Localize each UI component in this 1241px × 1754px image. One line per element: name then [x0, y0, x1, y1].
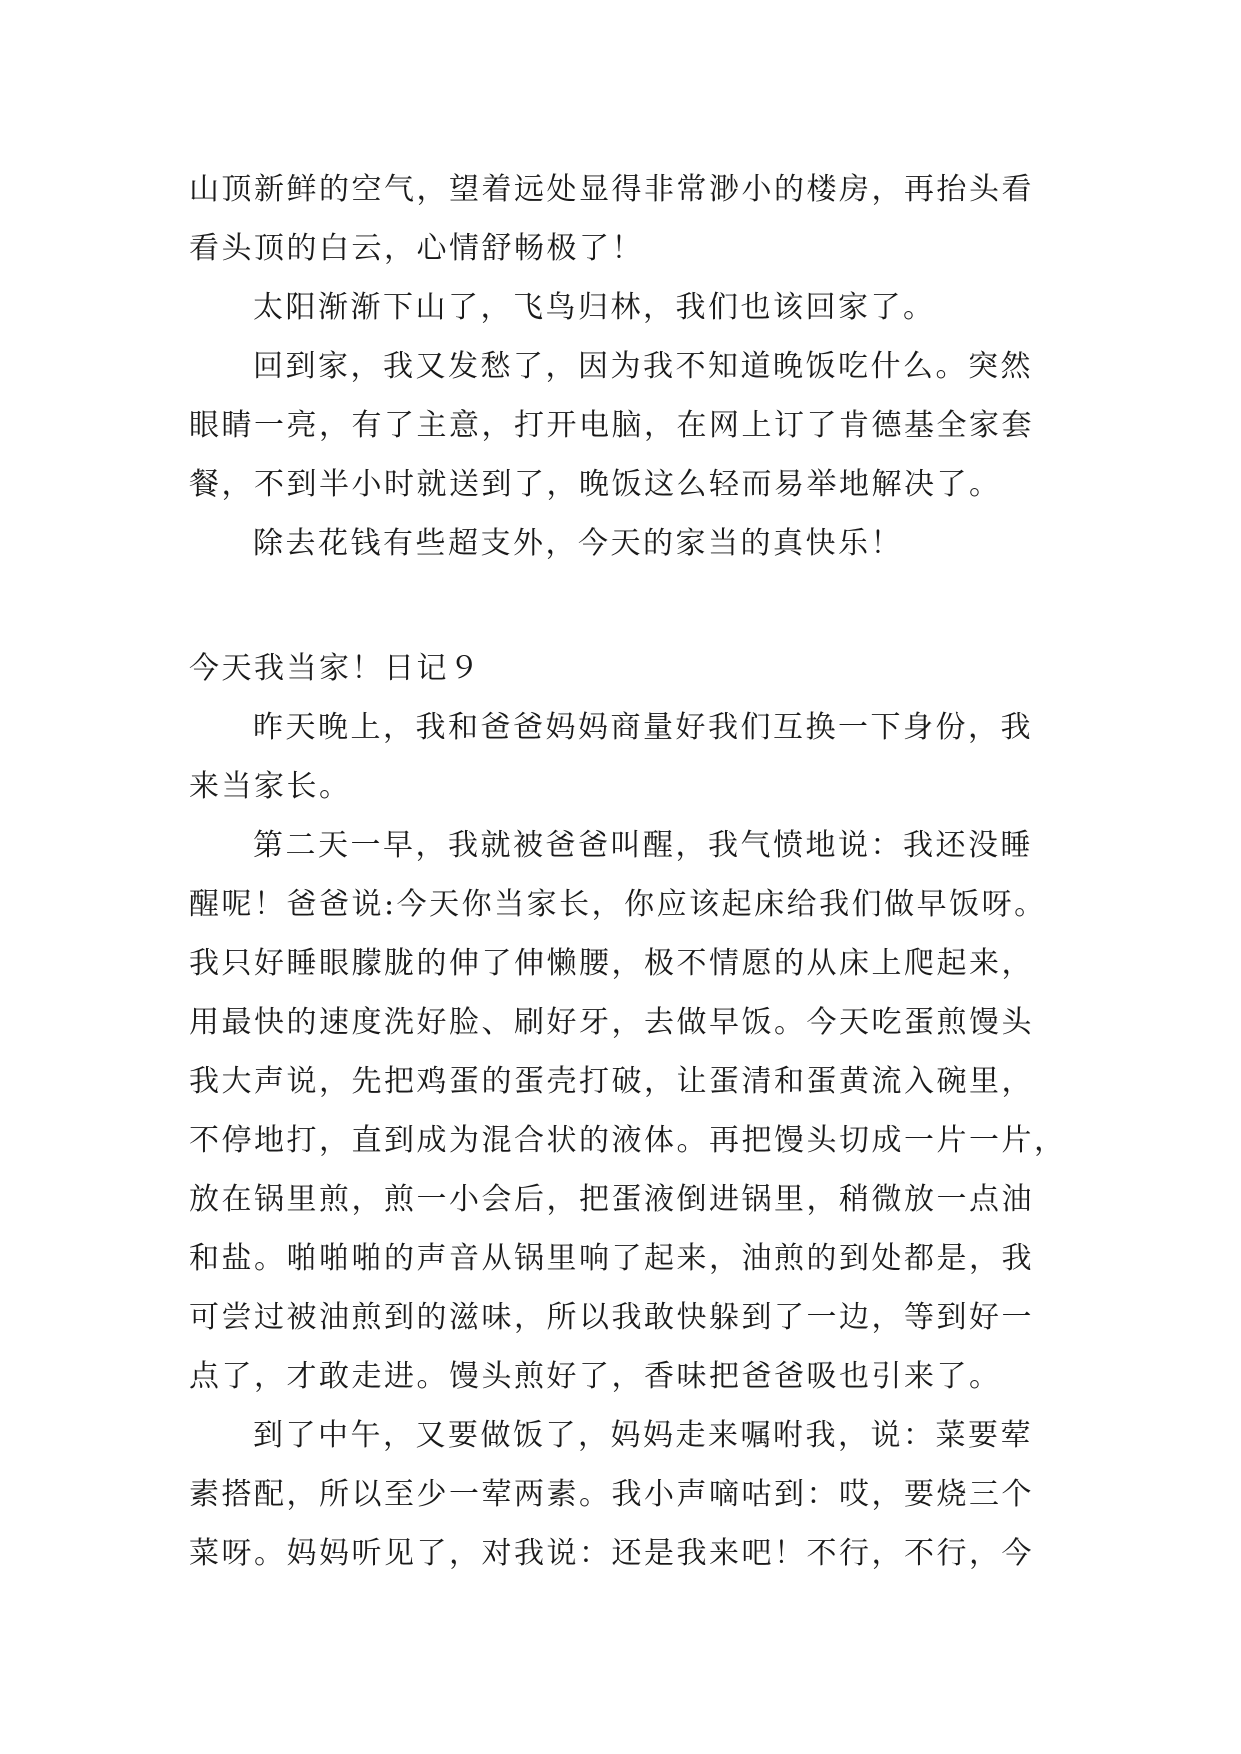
document-body — [189, 160, 1067, 1583]
text-line: 点了，才敢走进。馒头煎好了，香味把爸爸吸也引来了。 — [189, 1359, 1002, 1394]
text-line: 不停地打，直到成为混合状的液体。再把馒头切成一片一片， — [189, 1123, 1067, 1158]
text-line: 我只好睡眼朦胧的伸了伸懒腰，极不情愿的从床上爬起来， — [189, 946, 1034, 981]
paragraph-start-line: 太阳渐渐下山了，飞鸟归林，我们也该回家了。 — [253, 290, 936, 325]
text-line: 用最快的速度洗好脸、刷好牙，去做早饭。今天吃蛋煎馒头 — [189, 1005, 1034, 1040]
text-line: 醒呢！爸爸说:今天你当家长，你应该起床给我们做早饭呀。 — [189, 887, 1047, 922]
paragraph-start-line: 第二天一早，我就被爸爸叫醒，我气愤地说：我还没睡 — [253, 828, 1033, 863]
text-line: 可尝过被油煎到的滋味，所以我敢快躲到了一边，等到好一 — [189, 1300, 1034, 1335]
text-line: 我大声说，先把鸡蛋的蛋壳打破，让蛋清和蛋黄流入碗里， — [189, 1064, 1034, 1099]
text-line: 菜呀。妈妈听见了，对我说：还是我来吧！不行，不行，今 — [189, 1536, 1034, 1571]
text-line: 看头顶的白云，心情舒畅极了！ — [189, 231, 644, 266]
text-line: 放在锅里煎，煎一小会后，把蛋液倒进锅里，稍微放一点油 — [189, 1182, 1034, 1217]
text-line: 眼睛一亮，有了主意，打开电脑，在网上订了肯德基全家套 — [189, 408, 1034, 443]
paragraph-start-line: 到了中午，又要做饭了，妈妈走来嘱咐我，说：菜要荤 — [253, 1418, 1033, 1453]
paragraph-start-line: 除去花钱有些超支外，今天的家当的真快乐！ — [253, 526, 903, 561]
text-line: 来当家长。 — [189, 769, 352, 804]
paragraph-start-line: 昨天晚上，我和爸爸妈妈商量好我们互换一下身份，我 — [253, 710, 1033, 745]
paragraph-start-line: 回到家，我又发愁了，因为我不知道晚饭吃什么。突然 — [253, 349, 1033, 384]
diary-heading: 今天我当家！日记９ — [189, 651, 482, 686]
section-gap — [189, 573, 1047, 639]
text-line: 和盐。啪啪啪的声音从锅里响了起来，油煎的到处都是，我 — [189, 1241, 1034, 1276]
text-line: 餐，不到半小时就送到了，晚饭这么轻而易举地解决了。 — [189, 467, 1002, 502]
text-line: 素搭配，所以至少一荤两素。我小声嘀咕到：哎，要烧三个 — [189, 1477, 1034, 1512]
text-line: 山顶新鲜的空气，望着远处显得非常渺小的楼房，再抬头看 — [189, 172, 1034, 207]
